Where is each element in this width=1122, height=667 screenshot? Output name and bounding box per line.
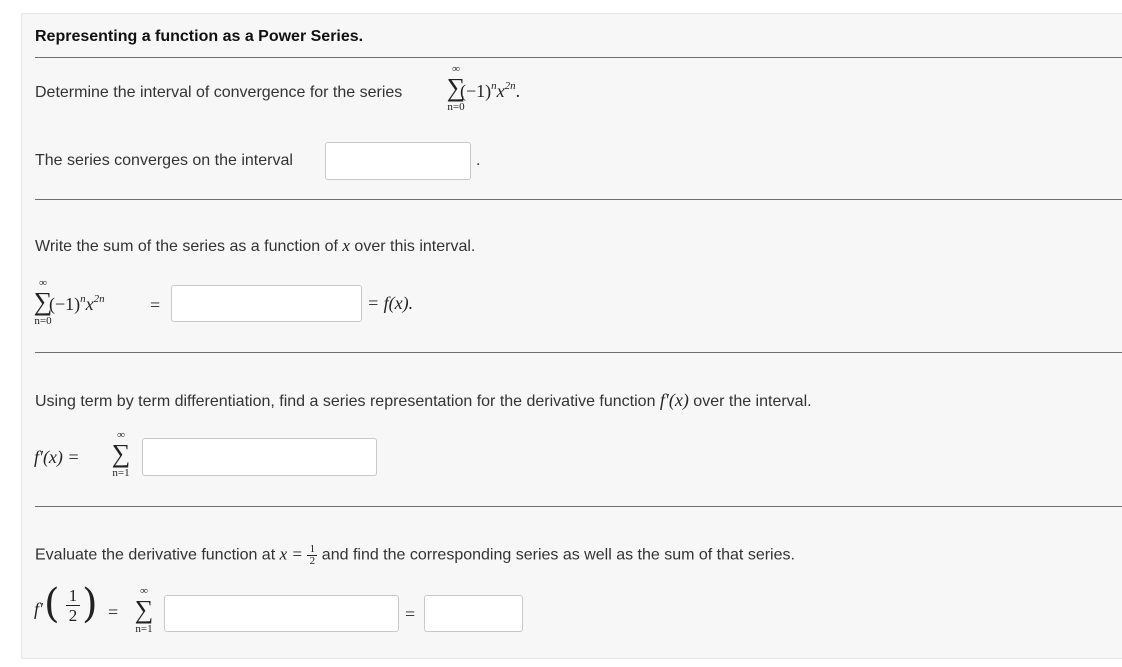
derivative-series-input[interactable] bbox=[142, 438, 377, 476]
q4-fraction-den: 2 bbox=[309, 555, 316, 567]
q2-sigma: ∑ bbox=[33, 287, 53, 316]
q1-term-x: x bbox=[496, 81, 505, 101]
q2-series-term bbox=[49, 294, 105, 315]
question-card bbox=[21, 13, 1122, 659]
q1-sum-upper: ∞ bbox=[452, 63, 460, 75]
series-sum-input[interactable] bbox=[424, 595, 523, 632]
q3-fprime: f′(x) bbox=[659, 390, 689, 410]
q2-prompt-post: over this interval. bbox=[354, 238, 476, 255]
q1-sigma: ∑ bbox=[446, 73, 466, 102]
q3-sum-expression bbox=[106, 430, 136, 479]
q4-x-equals: x = bbox=[279, 544, 303, 564]
q4-prompt-pre: Evaluate the derivative function at bbox=[35, 546, 276, 564]
q4-left-paren: ( bbox=[44, 581, 60, 627]
question-title: Representing a function as a Power Series. bbox=[35, 28, 364, 45]
q4-lhs-fraction-num: 1 bbox=[66, 586, 80, 606]
divider bbox=[35, 57, 1122, 58]
q4-right-paren: ) bbox=[82, 581, 98, 627]
q4-prompt bbox=[35, 544, 795, 567]
divider bbox=[35, 352, 1122, 353]
q4-equals: = bbox=[108, 602, 119, 622]
interval-input[interactable] bbox=[325, 142, 471, 180]
q3-prompt-pre: Using term by term differentiation, find a series representation for the derivative function bbox=[35, 393, 656, 410]
q2-prompt bbox=[35, 236, 475, 256]
q2-term-base: (−1) bbox=[49, 294, 81, 314]
q4-sum-upper: ∞ bbox=[140, 585, 148, 597]
q3-sum-upper: ∞ bbox=[117, 429, 125, 441]
q2-equals: = bbox=[150, 295, 161, 315]
q4-prompt-post: and find the corresponding series as well as the sum of that series. bbox=[321, 546, 795, 564]
q3-prompt-post: over the interval. bbox=[693, 393, 812, 410]
q2-sum-lower: n=0 bbox=[34, 315, 52, 327]
q4-fraction-num: 1 bbox=[307, 544, 317, 556]
q2-sum-upper: ∞ bbox=[39, 277, 47, 289]
q3-lhs: f′(x) = bbox=[34, 447, 80, 467]
q2-term-exp-2n: 2n bbox=[93, 293, 105, 305]
q1-term-exp-n: n bbox=[491, 80, 497, 92]
q4-sigma: ∑ bbox=[134, 595, 154, 624]
q2-term-exp-n: n bbox=[80, 293, 86, 305]
divider bbox=[35, 199, 1122, 200]
q1-sum-lower: n=0 bbox=[447, 101, 465, 113]
q2-rhs: = f(x). bbox=[367, 293, 414, 313]
q4-sum-expression bbox=[129, 586, 159, 635]
q3-sigma: ∑ bbox=[111, 439, 131, 468]
divider bbox=[35, 506, 1122, 507]
q3-sum-lower: n=1 bbox=[112, 467, 130, 479]
q2-var: x bbox=[342, 236, 350, 255]
q4-sum-lower: n=1 bbox=[135, 623, 153, 635]
q1-period: . bbox=[476, 152, 481, 169]
q2-prompt-pre: Write the sum of the series as a function of bbox=[35, 238, 338, 255]
q4-lhs-f: f′ bbox=[34, 599, 43, 619]
q3-prompt bbox=[35, 390, 812, 411]
q4-mid-equals: = bbox=[405, 604, 416, 624]
q1-prompt: Determine the interval of convergence for the series bbox=[35, 84, 403, 101]
q2-term-x: x bbox=[85, 294, 94, 314]
q4-lhs-fraction-den: 2 bbox=[68, 606, 78, 625]
q1-term-period: . bbox=[515, 81, 521, 101]
evaluated-series-input[interactable] bbox=[164, 595, 399, 632]
q4-fraction bbox=[307, 544, 317, 567]
q1-term-exp-2n: 2n bbox=[504, 80, 516, 92]
q4-lhs-fraction bbox=[66, 586, 80, 625]
sum-function-input[interactable] bbox=[171, 285, 362, 322]
q1-term-base: (−1) bbox=[460, 81, 492, 101]
q1-series-term bbox=[460, 81, 520, 102]
q1-answer-label: The series converges on the interval bbox=[35, 152, 293, 169]
